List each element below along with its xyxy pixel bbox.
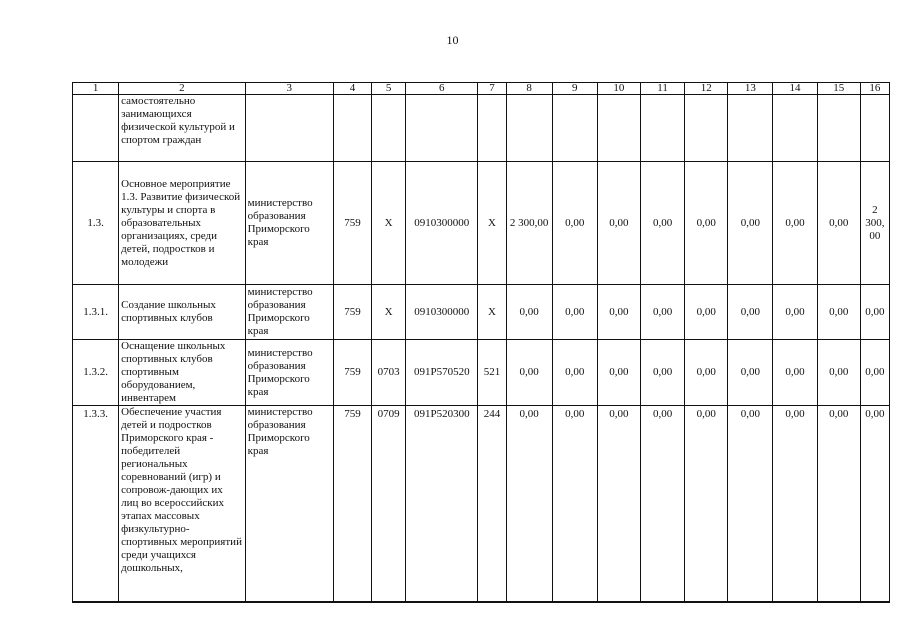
row-c6: 0910300000 (406, 162, 478, 285)
page-number: 10 (446, 33, 459, 47)
table-row (73, 95, 890, 162)
row-name: Создание школьных спортивных клубов (119, 285, 245, 340)
row-c7: 521 (478, 340, 506, 406)
row-name: Основное мероприятие 1.3. Развитие физической культуры и спорта в образовательных организациях, среди детей, подростков и молодежи (119, 162, 245, 285)
row-code: 1.3.3. (73, 406, 119, 602)
row-executor (245, 95, 333, 162)
row-c5: 0703 (372, 340, 406, 406)
bottom-rule (72, 602, 890, 603)
row-value: 0,00 (860, 406, 889, 602)
row-value (597, 95, 640, 162)
row-c6 (406, 95, 478, 162)
column-header: 15 (817, 83, 860, 95)
row-c5: X (372, 162, 406, 285)
row-value: 0,00 (597, 285, 640, 340)
row-code (73, 95, 119, 162)
column-header: 9 (552, 83, 597, 95)
row-name: самостоятельно занимающихся физической культурой и спортом граждан (119, 95, 245, 162)
row-value (506, 95, 552, 162)
row-c5: 0709 (372, 406, 406, 602)
row-code: 1.3.1. (73, 285, 119, 340)
row-value: 0,00 (640, 285, 684, 340)
table-row (73, 340, 890, 406)
column-header: 4 (333, 83, 371, 95)
row-value: 0,00 (506, 340, 552, 406)
row-value: 0,00 (552, 162, 597, 285)
row-value: 0,00 (728, 406, 773, 602)
row-executor: министерство образования Приморского края (245, 162, 333, 285)
row-value: 2 300,00 (860, 162, 889, 285)
row-value: 2 300,00 (506, 162, 552, 285)
row-value: 0,00 (728, 285, 773, 340)
row-value: 0,00 (552, 285, 597, 340)
row-value: 0,00 (817, 340, 860, 406)
row-value: 0,00 (506, 406, 552, 602)
row-value: 0,00 (817, 406, 860, 602)
row-executor: министерство образования Приморского края (245, 406, 333, 602)
row-value: 0,00 (728, 340, 773, 406)
column-header: 2 (119, 83, 245, 95)
table-body (73, 83, 890, 602)
row-value: 0,00 (773, 340, 817, 406)
row-c5: X (372, 285, 406, 340)
row-c6: 0910300000 (406, 285, 478, 340)
row-c7: X (478, 285, 506, 340)
row-c4 (333, 95, 371, 162)
row-value: 0,00 (773, 162, 817, 285)
row-c4: 759 (333, 285, 371, 340)
row-c4: 759 (333, 406, 371, 602)
row-value: 0,00 (640, 162, 684, 285)
column-header: 16 (860, 83, 889, 95)
row-c4: 759 (333, 162, 371, 285)
column-header: 12 (685, 83, 728, 95)
row-c6: 091P570520 (406, 340, 478, 406)
row-code: 1.3. (73, 162, 119, 285)
row-value: 0,00 (506, 285, 552, 340)
row-executor: министерство образования Приморского края (245, 340, 333, 406)
row-value: 0,00 (817, 285, 860, 340)
column-header: 5 (372, 83, 406, 95)
column-header: 8 (506, 83, 552, 95)
row-value (773, 95, 817, 162)
row-value: 0,00 (773, 406, 817, 602)
table-header-row (73, 83, 890, 95)
row-c7: X (478, 162, 506, 285)
row-value (860, 95, 889, 162)
row-value: 0,00 (552, 406, 597, 602)
row-value: 0,00 (552, 340, 597, 406)
column-header: 11 (640, 83, 684, 95)
table-row (73, 406, 890, 602)
row-executor: министерство образования Приморского края (245, 285, 333, 340)
row-value: 0,00 (685, 406, 728, 602)
row-value: 0,00 (597, 406, 640, 602)
row-value (728, 95, 773, 162)
column-header: 10 (597, 83, 640, 95)
row-c5 (372, 95, 406, 162)
row-code: 1.3.2. (73, 340, 119, 406)
row-name: Обеспечение участия детей и подростков Приморского края - победителей региональных соревнований (игр) и сопровож-дающих их лиц во всероссийских этапах массовых физкультурно-спортивных мероприятий среди учащихся дошкольных, (119, 406, 245, 602)
budget-table (72, 82, 890, 602)
row-value: 0,00 (860, 340, 889, 406)
row-value (552, 95, 597, 162)
column-header: 3 (245, 83, 333, 95)
row-value: 0,00 (860, 285, 889, 340)
row-value: 0,00 (597, 340, 640, 406)
row-c4: 759 (333, 340, 371, 406)
row-value (817, 95, 860, 162)
row-c6: 091P520300 (406, 406, 478, 602)
row-value (685, 95, 728, 162)
table-row (73, 162, 890, 285)
column-header: 14 (773, 83, 817, 95)
row-value: 0,00 (685, 285, 728, 340)
row-c7: 244 (478, 406, 506, 602)
row-c7 (478, 95, 506, 162)
row-value: 0,00 (597, 162, 640, 285)
row-value: 0,00 (640, 406, 684, 602)
row-value: 0,00 (685, 340, 728, 406)
table-row (73, 285, 890, 340)
column-header: 7 (478, 83, 506, 95)
row-value: 0,00 (773, 285, 817, 340)
column-header: 13 (728, 83, 773, 95)
row-name: Оснащение школьных спортивных клубов спортивным оборудованием, инвентарем (119, 340, 245, 406)
column-header: 6 (406, 83, 478, 95)
row-value: 0,00 (817, 162, 860, 285)
row-value: 0,00 (685, 162, 728, 285)
row-value: 0,00 (640, 340, 684, 406)
row-value (640, 95, 684, 162)
row-value: 0,00 (728, 162, 773, 285)
column-header: 1 (73, 83, 119, 95)
